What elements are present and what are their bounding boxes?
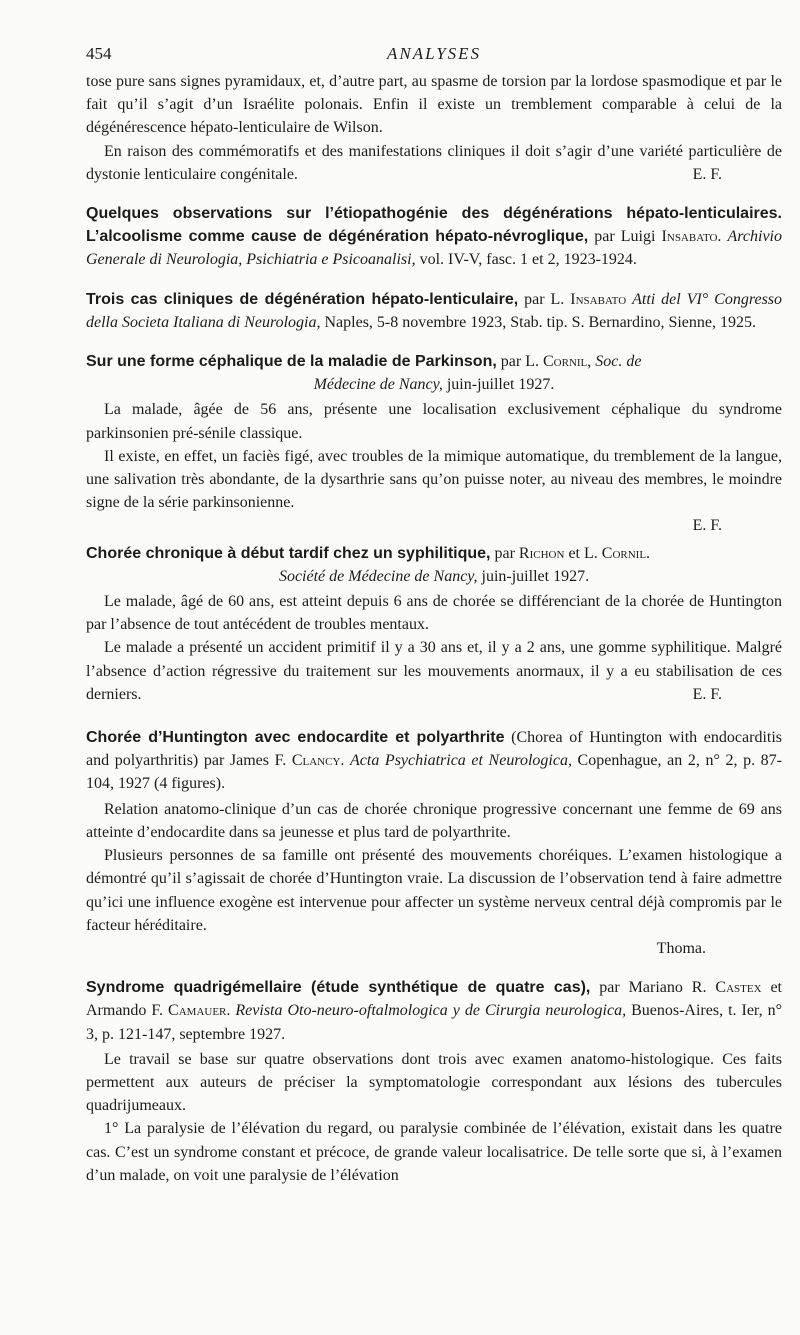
entry-heading: Chorée d’Huntington avec endocardite et polyarthrite (Chorea of Huntington with endocarditis and polyarthritis) par James F. Clancy. Acta Psychiatrica et Neurologica, Copenhague, an 2, n° 2, p. 87-104, 1927 (4 figures). <box>86 729 782 793</box>
signature: E. F. <box>692 685 722 703</box>
entry-title: Chorée chronique à début tardif chez un syphilitique, <box>86 544 491 562</box>
entry-title: Chorée d’Huntington avec endocardite et polyarthrite <box>86 729 505 747</box>
entry-heading: Chorée chronique à début tardif chez un syphilitique, par Richon et L. Cornil. Société de Médecine de Nancy, juin-juillet 1927. <box>86 544 651 585</box>
signature: E. F. <box>692 517 722 535</box>
journal-name: Société de Médecine de Nancy, <box>278 567 478 585</box>
running-title: ANALYSES <box>386 44 482 63</box>
entry-heading: Quelques observations sur l’étiopathogénie des dégénérations hépato-lenticulaires. L’alcoolisme comme cause de dégénération hépato-névroglique, par Luigi Insabato. Archivio Generale di Neurologia, Psichiatria e Psicoanalisi, vol. IV-V, fasc. 1 et 2, 1923-1924. <box>86 205 782 269</box>
author-name: Clancy <box>291 752 341 770</box>
signature: E. F. <box>692 165 722 183</box>
entry-paragraph: Il existe, en effet, un faciès figé, avec troubles de la mimique automatique, du tremblement de la langue, une salivation très abondante, de la dysarthrie sans qu’on puisse noter, au niveau des membres, le moindre signe de la série parkinsonienne. <box>86 447 782 512</box>
author-name: Insabato <box>570 290 627 308</box>
journal-name: Soc. de <box>595 353 642 371</box>
journal-name: Médecine de Nancy, <box>313 376 443 394</box>
entry-heading: Trois cas cliniques de dégénération hépato-lenticulaire, par L. Insabato Atti del VI° Congresso della Societa Italiana di Neurologia, Naples, 5-8 novembre 1923, Stab. tip. S. Bernardino, Sienne, 1925. <box>86 290 783 331</box>
running-head <box>86 44 782 70</box>
entry-paragraph: Le travail se base sur quatre observations dont trois avec examen anatomo-histologique. Ces faits permettent aux auteurs de préciser la symptomatologie correspondant aux lésions des tubercules quadrijumeaux. <box>86 1050 782 1115</box>
article-body <box>86 70 782 1187</box>
entry-paragraph: Relation anatomo-clinique d’un cas de chorée chronique progressive concernant une femme de 69 ans atteinte d’endocardite dans sa jeunesse et plus tard de polyarthrite. <box>86 800 782 841</box>
author-name: Insabato <box>661 228 718 246</box>
journal-name: Revista Oto-neuro-oftalmologica y de Cirurgia neurologica, <box>235 1002 627 1020</box>
author-name: Castex <box>715 979 762 997</box>
journal-name: Acta Psychiatrica et Neurologica, <box>350 752 572 770</box>
entry-title: Syndrome quadrigémellaire (étude synthétique de quatre cas), <box>86 979 591 997</box>
author-name: Richon <box>518 544 565 562</box>
entry-title: Quelques observations sur l’étiopathogénie des dégénérations hépato-lenticulaires. L’alcoolisme comme cause de dégénération hépato-névroglique, <box>86 205 782 246</box>
review-entry <box>86 350 782 538</box>
entry-heading: Syndrome quadrigémellaire (étude synthétique de quatre cas), par Mariano R. Castex et Armando F. Camauer. Revista Oto-neuro-oftalmologica y de Cirurgia neurologica, Buenos-Aires, t. Ier, n° 3, p. 121-147, septembre 1927. <box>86 979 783 1043</box>
entry-heading: Sur une forme céphalique de la maladie de Parkinson, par L. Cornil, Soc. de Médecine de Nancy, juin-juillet 1927. <box>86 353 642 394</box>
entry-paragraph: La malade, âgée de 56 ans, présente une localisation exclusivement céphalique du syndrome parkinsonien pré-sénile classique. <box>86 401 782 442</box>
review-entry <box>86 202 782 272</box>
signature: Thoma. <box>656 939 706 957</box>
entry-title: Sur une forme céphalique de la maladie de Parkinson, <box>86 353 497 371</box>
review-entry <box>86 726 782 960</box>
journal-name: Atti del VI° Congresso della Societa Italiana di Neurologia, <box>86 290 783 331</box>
entry-title: Trois cas cliniques de dégénération hépato-lenticulaire, <box>86 290 519 308</box>
entry-paragraph: Plusieurs personnes de sa famille ont présenté des mouvements choréiques. L’examen histologique a démontré qu’il s’agissait de chorée d’Huntington vraie. La discussion de l’observation tend à faire admettre qu’ici une influence exogène est intervenue pour affecter un système nerveux central déjà compromis par le facteur héréditaire. <box>86 847 782 934</box>
journal-name: Archivio Generale di Neurologia, Psichiatria e Psicoanalisi, <box>86 228 782 269</box>
entry-paragraph: 1° La paralysie de l’élévation du regard, ou paralysie combinée de l’élévation, existait dans les quatre cas. C’est un syndrome constant et précoce, de grande valeur localisatrice. De telle sorte que si, à l’examen d’un malade, on voit une paralysie de l’élévation <box>86 1120 782 1184</box>
author-name: Cornil <box>601 544 647 562</box>
continuation-paragraph: En raison des commémoratifs et des manifestations cliniques il doit s’agir d’une variété particulière de dystonie lenticulaire congénitale. E. F. <box>86 140 782 186</box>
continuation-paragraph: tose pure sans signes pyramidaux, et, d’autre part, au spasme de torsion par la lordose spasmodique et par le fait qu’il s’agit d’un Israélite polonais. Enfin il existe un tremblement comparable à celui de la dégénérescence hépato-lenticulaire de Wilson. <box>86 73 782 137</box>
page-number: 454 <box>86 44 112 63</box>
entry-paragraph: Le malade a présenté un accident primitif il y a 30 ans et, il y a 2 ans, une gomme syphilitique. Malgré l’absence d’action régressive du traitement sur les mouvements anormaux, il y a eu stabilisation de ces derniers. E. F. <box>86 636 782 706</box>
review-entry <box>86 288 782 334</box>
entry-paragraph: Le malade, âgé de 60 ans, est atteint depuis 6 ans de chorée se différenciant de la chorée de Huntington par l’absence de tout antécédent de troubles mentaux. <box>86 593 782 634</box>
review-entry <box>86 542 782 706</box>
author-name: Cornil <box>543 353 588 371</box>
review-entry <box>86 976 782 1187</box>
author-name: Camauer <box>168 1002 227 1020</box>
